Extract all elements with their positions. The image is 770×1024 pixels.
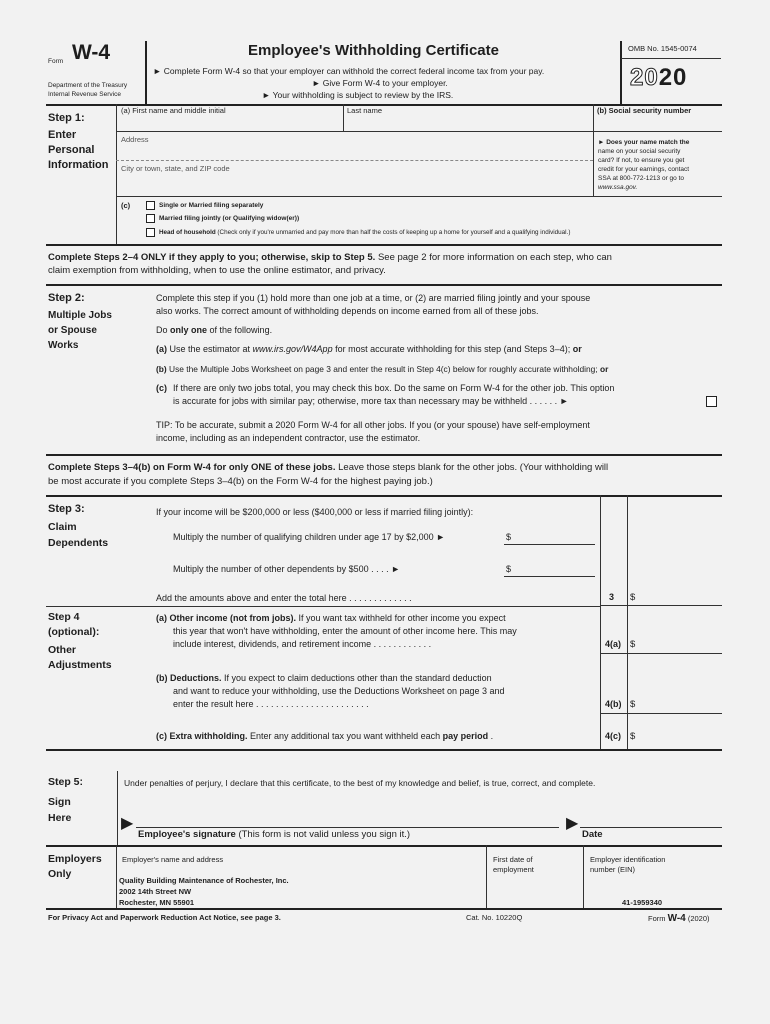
step1-title-2: Personal bbox=[48, 144, 95, 156]
step3-title-1: Claim bbox=[48, 521, 77, 533]
step2-title-2: or Spouse bbox=[48, 325, 97, 336]
line3-number: 3 bbox=[609, 592, 615, 602]
first-date-input[interactable] bbox=[490, 884, 580, 898]
step4-bottom-rule bbox=[46, 749, 722, 751]
step1-title-3: Information bbox=[48, 159, 109, 171]
line4a-rule bbox=[600, 653, 722, 654]
privacy-notice: For Privacy Act and Paperwork Reduction Act Notice, see page 3. bbox=[48, 913, 281, 922]
only-one-bold: only one bbox=[170, 325, 208, 335]
tax-year bbox=[630, 64, 687, 92]
signature-label-bold: Employee's signature bbox=[138, 829, 236, 840]
line4c-number: 4(c) bbox=[605, 731, 622, 741]
step4a-line3: include interest, dividends, and retirement income . . . . . . . . . . . . bbox=[173, 639, 432, 649]
employee-signature-input[interactable] bbox=[138, 812, 556, 826]
other-income-input[interactable] bbox=[640, 638, 720, 651]
step3-title-2: Dependents bbox=[48, 537, 109, 549]
line4b-rule bbox=[600, 713, 722, 714]
employers-right-divider bbox=[583, 845, 584, 908]
signature-arrow: ▶ bbox=[121, 815, 134, 832]
address-input[interactable] bbox=[120, 144, 590, 158]
line-no-left-divider bbox=[600, 495, 601, 749]
date-label: Date bbox=[582, 829, 603, 840]
option-b-marker: (b) bbox=[156, 364, 167, 374]
step3-intro: If your income will be $200,000 or less ($400,000 or less if married filing jointly): bbox=[156, 507, 474, 517]
step5-label: Step 5: bbox=[48, 776, 84, 788]
step4-label: Step 4 bbox=[48, 611, 80, 623]
employers-left-divider bbox=[116, 845, 117, 908]
first-date-label-1: First date of bbox=[493, 855, 533, 864]
line4b-dollar: $ bbox=[630, 699, 636, 710]
line4c-dollar: $ bbox=[630, 731, 636, 742]
step1-left-divider bbox=[116, 104, 117, 244]
instruction-2: ► Give Form W-4 to your employer. bbox=[312, 78, 448, 88]
header-right-divider bbox=[620, 41, 622, 104]
single-checkbox[interactable] bbox=[146, 201, 155, 210]
ssn-note-1: ► Does your name match the bbox=[598, 139, 690, 146]
step2-bottom-rule bbox=[46, 454, 722, 456]
dept-treasury: Department of the Treasury bbox=[48, 82, 128, 89]
amount-left-divider bbox=[627, 495, 628, 749]
tax-year-outline: 20 bbox=[630, 64, 659, 91]
extra-withholding-input[interactable] bbox=[640, 730, 720, 743]
step4c-rest: Enter any additional tax you want withheld each bbox=[247, 731, 443, 741]
employer-name-value[interactable]: Quality Building Maintenance of Rochester, Inc. bbox=[119, 876, 289, 885]
step2-title-1: Multiple Jobs bbox=[48, 310, 112, 321]
option-a-or: or bbox=[572, 344, 582, 354]
children-amount-rule bbox=[504, 544, 595, 545]
perjury-declaration: Under penalties of perjury, I declare that this certificate, to the best of my knowledge and belief, is true, correct, and complete. bbox=[124, 778, 596, 788]
employer-city-value[interactable]: Rochester, MN 55901 bbox=[119, 898, 195, 907]
step3-bottom-rule bbox=[46, 606, 600, 607]
step4b-bold: (b) Deductions. bbox=[156, 673, 222, 683]
line4a-dollar: $ bbox=[630, 639, 636, 650]
option-c-marker: (c) bbox=[156, 383, 167, 393]
employer-street-value[interactable]: 2002 14th Street NW bbox=[119, 887, 192, 896]
employers-bottom-rule bbox=[46, 908, 722, 910]
line3-rule bbox=[600, 605, 722, 606]
step2-para1-line1: Complete this step if you (1) hold more than one job at a time, or (2) are married filing jointly and your spouse bbox=[156, 293, 591, 303]
ssn-note-4: credit for your earnings, contact bbox=[598, 166, 690, 173]
intro2-line-2: be most accurate if you complete Steps 3–4(b) on the Form W-4 for the highest paying job.) bbox=[48, 476, 433, 487]
step5-title-2: Here bbox=[48, 812, 72, 824]
deductions-input[interactable] bbox=[640, 698, 720, 711]
step2-para1-line2: also works. The correct amount of withholding depends on income earned from all of these jobs. bbox=[156, 306, 539, 316]
last-name-input[interactable] bbox=[346, 116, 590, 130]
step4a-bold: (a) Other income (not from jobs). bbox=[156, 613, 297, 623]
step3-total-line: Add the amounts above and enter the total here . . . . . . . . . . . . . bbox=[156, 593, 412, 603]
employers-title-1: Employers bbox=[48, 853, 102, 865]
ssn-note-3: card? If not, to ensure you get bbox=[598, 157, 685, 164]
two-jobs-checkbox[interactable] bbox=[706, 396, 717, 407]
intro-bold: Complete Steps 2–4 ONLY if they apply to you; otherwise, skip to Step 5. bbox=[48, 252, 376, 263]
dept-irs: Internal Revenue Service bbox=[48, 91, 121, 98]
ssn-note-6: www.ssa.gov. bbox=[598, 184, 638, 191]
instruction-3: ► Your withholding is subject to review by the IRS. bbox=[262, 90, 454, 100]
step3-label: Step 3: bbox=[48, 503, 85, 515]
step2-option-a bbox=[156, 342, 582, 356]
last-name-label: Last name bbox=[347, 106, 383, 115]
ssn-label: (b) Social security number bbox=[597, 106, 692, 115]
footer-year: (2020) bbox=[687, 914, 710, 923]
name-divider bbox=[343, 104, 344, 131]
intro2-bold: Complete Steps 3–4(b) on Form W-4 for only ONE of these jobs. bbox=[48, 462, 336, 473]
address-rule bbox=[116, 160, 593, 161]
signature-date-input[interactable] bbox=[582, 812, 718, 826]
step4-optional: (optional): bbox=[48, 626, 100, 638]
step4b-line2: and want to reduce your withholding, use the Deductions Worksheet on page 3 and bbox=[173, 686, 505, 696]
step4b-line1 bbox=[156, 671, 492, 685]
ssn-note-2: name on your social security bbox=[598, 148, 681, 155]
form-title: Employee's Withholding Certificate bbox=[248, 42, 499, 59]
step2-do-only-one bbox=[156, 323, 272, 337]
first-name-label: (a) First name and middle initial bbox=[121, 106, 226, 115]
omb-number: OMB No. 1545-0074 bbox=[628, 44, 697, 53]
option-b-or: or bbox=[599, 364, 609, 374]
step4-title-2: Adjustments bbox=[48, 659, 112, 671]
step1-title-1: Enter bbox=[48, 129, 77, 141]
intro-line-2: claim exemption from withholding, when to use the online estimator, and privacy. bbox=[48, 265, 386, 276]
employer-name-label: Employer's name and address bbox=[122, 855, 224, 864]
intro2-bottom-rule bbox=[46, 495, 722, 497]
employers-title-2: Only bbox=[48, 868, 72, 880]
intro-line-1 bbox=[48, 252, 612, 263]
header-left-divider bbox=[145, 41, 147, 104]
head-of-household-label bbox=[159, 229, 570, 236]
ssn-divider bbox=[593, 104, 594, 196]
step4c-pay-period: pay period bbox=[442, 731, 489, 741]
ein-value[interactable]: 41-1959340 bbox=[622, 898, 663, 907]
city-label: City or town, state, and ZIP code bbox=[121, 164, 230, 173]
married-jointly-checkbox[interactable] bbox=[146, 214, 155, 223]
signature-label bbox=[138, 829, 410, 840]
option-b-text: Use the Multiple Jobs Worksheet on page 3 and enter the result in Step 4(c) below for roughly accurate withholding; bbox=[166, 364, 600, 374]
date-arrow: ▶ bbox=[566, 815, 579, 832]
omb-rule bbox=[621, 58, 721, 59]
step2-option-b bbox=[156, 362, 608, 376]
first-name-input[interactable] bbox=[120, 116, 340, 130]
intro2-line-1 bbox=[48, 462, 608, 473]
estimator-link[interactable]: www.irs.gov/W4App bbox=[252, 344, 333, 354]
form-id: W-4 bbox=[72, 41, 111, 64]
tax-year-solid: 20 bbox=[658, 64, 688, 91]
children-dollar: $ bbox=[506, 532, 512, 542]
children-amount-input[interactable] bbox=[514, 530, 594, 543]
step5-bottom-rule bbox=[46, 845, 722, 847]
ein-label-2: number (EIN) bbox=[590, 865, 636, 874]
option-a-marker: (a) bbox=[156, 344, 167, 354]
employers-mid-divider bbox=[486, 845, 487, 908]
step2-tip-line1: TIP: To be accurate, submit a 2020 Form W-4 for all other jobs. If you (or your spouse) have self-employment bbox=[156, 420, 590, 430]
intro-rest: See page 2 for more information on each step, who can bbox=[375, 252, 612, 263]
other-dollar: $ bbox=[506, 564, 512, 574]
form-word: Form bbox=[48, 58, 64, 65]
date-rule bbox=[580, 827, 722, 828]
step3-other-line: Multiply the number of other dependents by $500 . . . . ► bbox=[173, 564, 401, 574]
step4a-rest: If you want tax withheld for other income you expect bbox=[296, 613, 506, 623]
step4-title-1: Other bbox=[48, 644, 77, 656]
step1-bottom-rule bbox=[46, 244, 722, 246]
hoh-bold: Head of household bbox=[159, 229, 216, 236]
step4a-line1 bbox=[156, 611, 506, 625]
following-text: of the following. bbox=[207, 325, 273, 335]
instruction-1: ► Complete Form W-4 so that your employer can withhold the correct federal income tax from your pay. bbox=[153, 66, 545, 76]
option-a-text-2: for most accurate withholding for this step (and Steps 3–4); bbox=[332, 344, 573, 354]
line3-dollar: $ bbox=[630, 592, 636, 603]
step4c-bold: (c) Extra withholding. bbox=[156, 731, 248, 741]
step1-label: Step 1: bbox=[48, 112, 85, 124]
city-input[interactable] bbox=[120, 174, 590, 188]
signature-label-rest: (This form is not valid unless you sign it.) bbox=[235, 829, 411, 840]
first-date-label-2: employment bbox=[493, 865, 534, 874]
step3-children-line: Multiply the number of qualifying children under age 17 by $2,000 ► bbox=[173, 532, 446, 542]
single-label: Single or Married filing separately bbox=[159, 202, 264, 209]
other-dependents-amount-input[interactable] bbox=[514, 562, 594, 575]
line4b-number: 4(b) bbox=[605, 699, 622, 709]
step4a-line2: this year that won't have withholding, enter the amount of other income here. This may bbox=[173, 626, 517, 636]
ssn-note-5: SSA at 800-772-1213 or go to bbox=[598, 175, 685, 182]
do-text: Do bbox=[156, 325, 171, 335]
name-bottom-rule bbox=[116, 131, 722, 132]
step2-option-c-line2: is accurate for jobs with similar pay; otherwise, more tax than necessary may be withheld . . . . . . ► bbox=[173, 396, 569, 406]
ssn-input[interactable] bbox=[597, 116, 719, 130]
hoh-rest: (Check only if you're unmarried and pay more than half the costs of keeping up a home for yourself and a qualifying individual.) bbox=[215, 229, 571, 236]
footer-form-id bbox=[648, 913, 710, 924]
ein-label-1: Employer identification bbox=[590, 855, 666, 864]
address-label: Address bbox=[121, 135, 149, 144]
catalog-number: Cat. No. 10220Q bbox=[466, 913, 523, 922]
line4a-number: 4(a) bbox=[605, 639, 622, 649]
intro-bottom-rule bbox=[46, 284, 722, 286]
step4c-dot: . bbox=[488, 731, 494, 741]
step2-tip-line2: income, including as an independent contractor, use the estimator. bbox=[156, 433, 421, 443]
step2-option-c-line1: If there are only two jobs total, you may check this box. Do the same on Form W-4 for the other job. This option bbox=[173, 383, 615, 393]
option-a-text: Use the estimator at bbox=[167, 344, 253, 354]
step5-left-divider bbox=[117, 771, 118, 845]
other-amount-rule bbox=[504, 576, 595, 577]
step2-title-3: Works bbox=[48, 340, 79, 351]
married-jointly-label: Married filing jointly (or Qualifying widow(er)) bbox=[159, 215, 300, 222]
step4b-line3: enter the result here . . . . . . . . . . . . . . . . . . . . . . . bbox=[173, 699, 369, 709]
footer-form-word: Form bbox=[648, 914, 666, 923]
signature-rule bbox=[136, 827, 559, 828]
step2-label: Step 2: bbox=[48, 292, 85, 304]
dependents-total-input[interactable] bbox=[640, 591, 720, 604]
head-of-household-checkbox[interactable] bbox=[146, 228, 155, 237]
step5-title-1: Sign bbox=[48, 796, 71, 808]
city-bottom-rule bbox=[116, 196, 722, 197]
step4c-line bbox=[156, 729, 493, 743]
intro2-rest: Leave those steps blank for the other jobs. (Your withholding will bbox=[335, 462, 609, 473]
filing-status-marker: (c) bbox=[121, 201, 131, 210]
step4b-rest: If you expect to claim deductions other than the standard deduction bbox=[221, 673, 492, 683]
footer-w4: W-4 bbox=[667, 913, 686, 924]
